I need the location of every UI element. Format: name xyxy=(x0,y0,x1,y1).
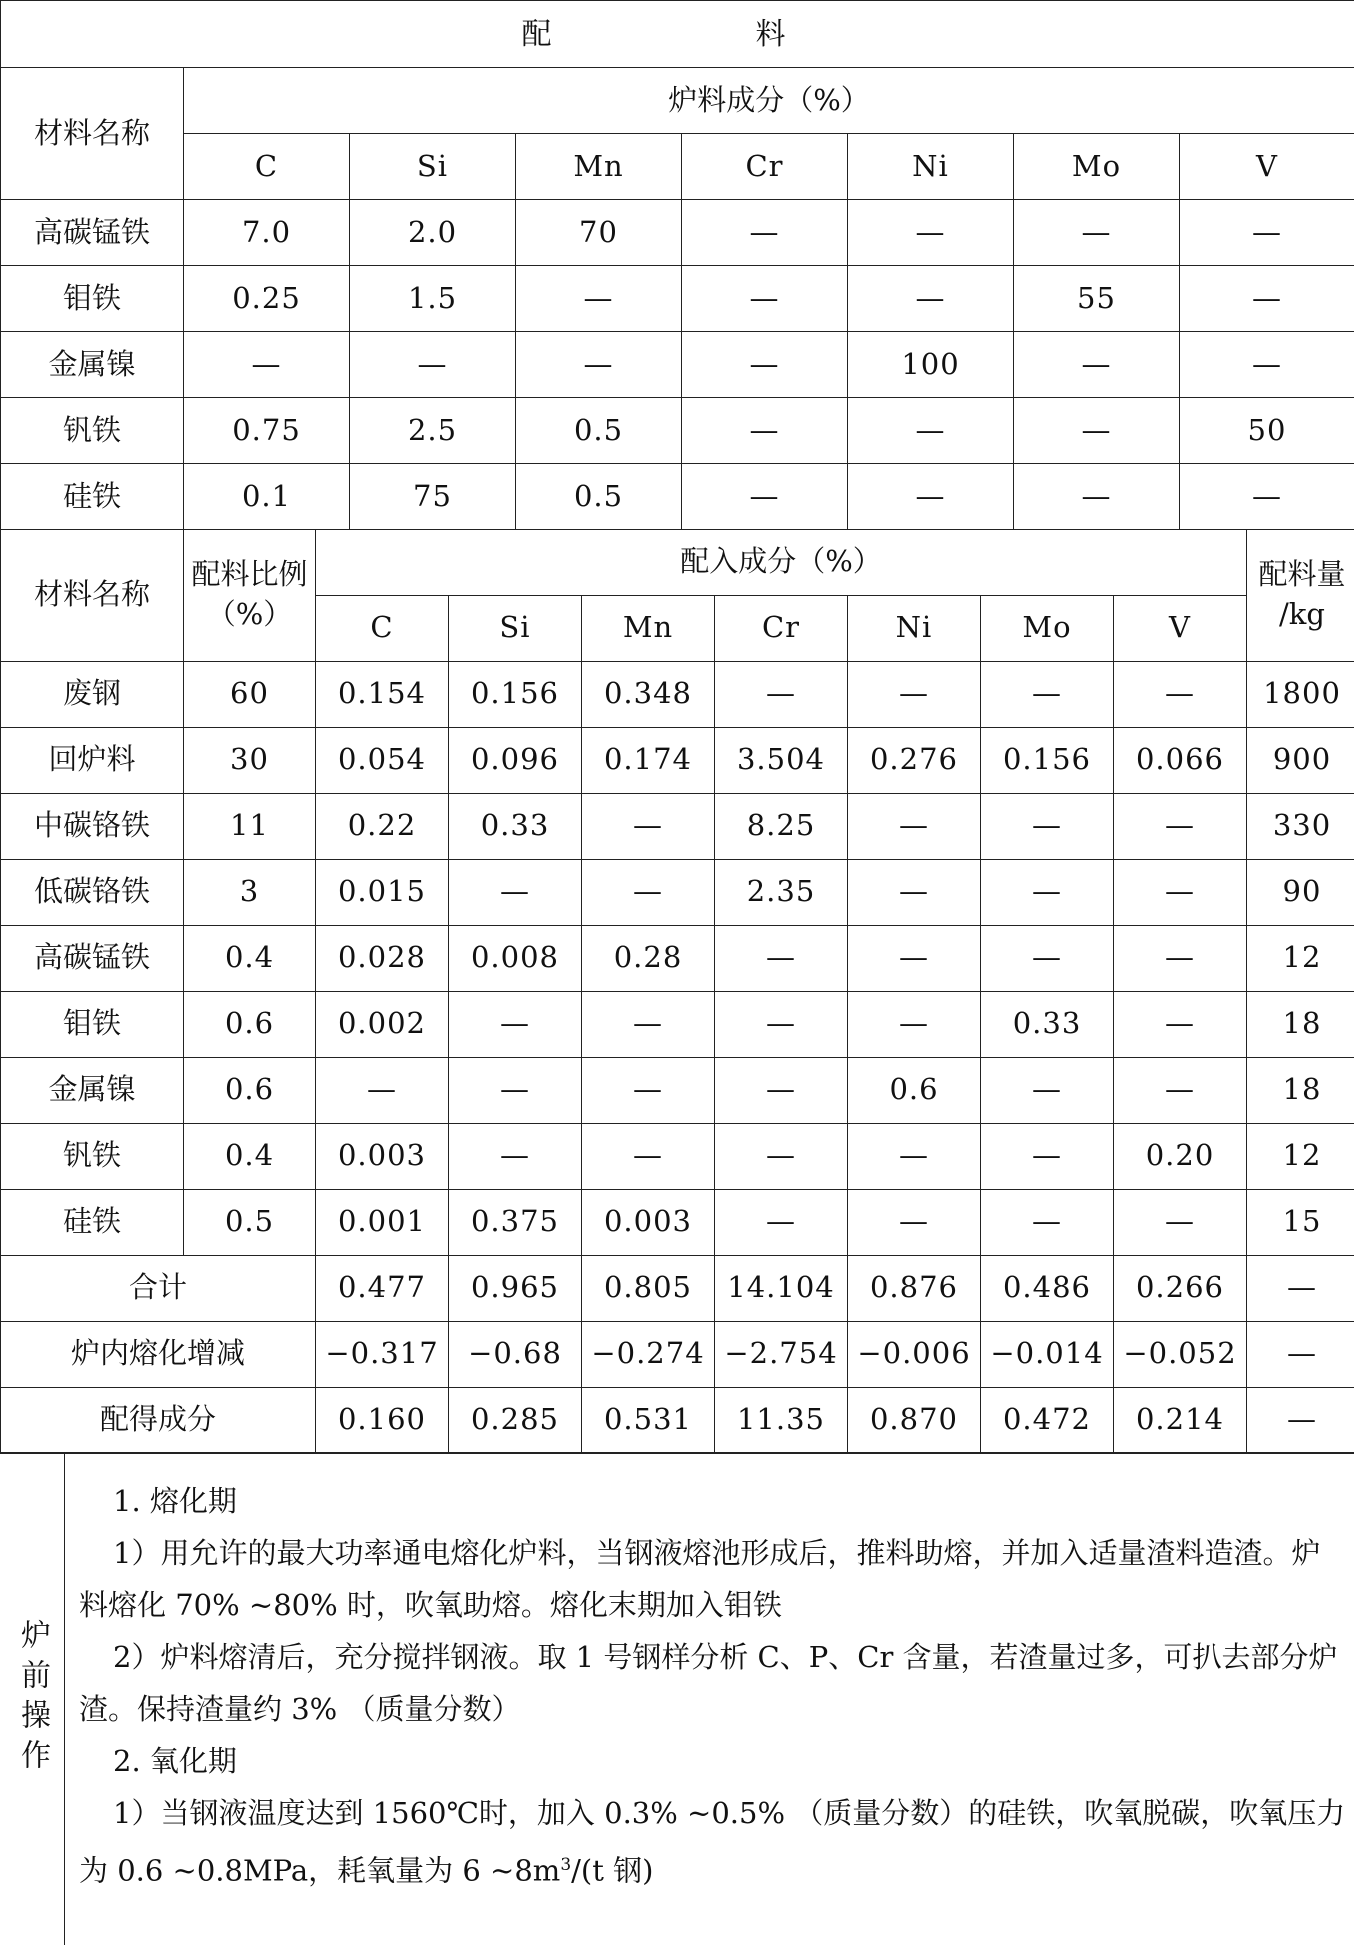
summary-value-cell: 0.266 xyxy=(1114,1255,1247,1321)
composition-cell: — xyxy=(1180,464,1354,530)
composition-cell: — xyxy=(682,266,848,332)
material-name-header: 材料名称 xyxy=(1,529,184,661)
added-composition-cell: 2.35 xyxy=(715,859,848,925)
operations-text xyxy=(65,1453,1354,1945)
added-composition-cell: — xyxy=(981,1189,1114,1255)
composition-cell: 0.5 xyxy=(516,464,682,530)
added-composition-cell: 0.156 xyxy=(449,661,582,727)
composition-cell: — xyxy=(1014,200,1180,266)
summary-value-cell: 0.160 xyxy=(316,1387,449,1453)
summary-value-cell: −2.754 xyxy=(715,1321,848,1387)
column-header-cr: Cr xyxy=(682,134,848,200)
table-row xyxy=(1,793,1354,859)
summary-value-cell: −0.052 xyxy=(1114,1321,1247,1387)
summary-amount-cell: — xyxy=(1247,1255,1354,1321)
added-composition-cell: — xyxy=(848,925,981,991)
table-row xyxy=(1,1189,1354,1255)
ratio-cell: 0.6 xyxy=(184,1057,316,1123)
added-composition-cell: — xyxy=(1114,1057,1247,1123)
added-composition-cell: — xyxy=(848,1123,981,1189)
summary-value-cell: 0.285 xyxy=(449,1387,582,1453)
column-header-mo: Mo xyxy=(981,595,1114,661)
operation-line: 2. 氧化期 xyxy=(113,1744,237,1778)
composition-cell: — xyxy=(682,332,848,398)
column-header-mn: Mn xyxy=(582,595,715,661)
added-composition-cell: 0.002 xyxy=(316,991,449,1057)
material-name-cell: 低碳铬铁 xyxy=(1,859,184,925)
composition-cell: 0.1 xyxy=(184,464,350,530)
composition-cell: — xyxy=(682,200,848,266)
table-row xyxy=(1,332,1354,398)
composition-cell: 1.5 xyxy=(350,266,516,332)
summary-value-cell: 0.805 xyxy=(582,1255,715,1321)
composition-cell: — xyxy=(848,200,1014,266)
composition-cell: — xyxy=(1014,332,1180,398)
added-composition-cell: — xyxy=(848,859,981,925)
column-header-ni: Ni xyxy=(848,134,1014,200)
composition-cell: — xyxy=(1180,266,1354,332)
composition-cell: 55 xyxy=(1014,266,1180,332)
added-composition-cell: — xyxy=(848,1189,981,1255)
added-composition-cell: — xyxy=(981,793,1114,859)
summary-value-cell: 0.870 xyxy=(848,1387,981,1453)
ratio-cell: 0.6 xyxy=(184,991,316,1057)
summary-value-cell: 11.35 xyxy=(715,1387,848,1453)
composition-cell: 50 xyxy=(1180,398,1354,464)
batching-table xyxy=(0,529,1354,1454)
added-composition-cell: 0.22 xyxy=(316,793,449,859)
composition-cell: — xyxy=(1180,200,1354,266)
added-composition-cell: 0.066 xyxy=(1114,727,1247,793)
summary-value-cell: 0.876 xyxy=(848,1255,981,1321)
composition-cell: — xyxy=(682,464,848,530)
added-composition-cell: — xyxy=(715,925,848,991)
added-composition-cell: — xyxy=(981,661,1114,727)
amount-cell: 900 xyxy=(1247,727,1354,793)
table-row xyxy=(1,727,1354,793)
amount-cell: 18 xyxy=(1247,991,1354,1057)
summary-amount-cell: — xyxy=(1247,1321,1354,1387)
operation-line: 2）炉料熔清后，充分搅拌钢液。取 1 号钢样分析 C、P、Cr 含量，若渣量过多，可扒去部分炉渣。保持渣量约 3% （质量分数） xyxy=(79,1640,1338,1726)
added-composition-cell: — xyxy=(1114,793,1247,859)
table-row xyxy=(1,859,1354,925)
table-row xyxy=(1,661,1354,727)
composition-cell: — xyxy=(516,266,682,332)
composition-cell: — xyxy=(848,398,1014,464)
added-composition-cell: 0.6 xyxy=(848,1057,981,1123)
ratio-cell: 0.4 xyxy=(184,1123,316,1189)
operation-line-text: 1）当钢液温度达到 1560℃时，加入 0.3% ~0.5% （质量分数）的硅铁，吹氧脱碳，吹氧压力为 0.6 ~0.8MPa，耗氧量为 6 ~8m xyxy=(79,1796,1346,1888)
amount-cell: 18 xyxy=(1247,1057,1354,1123)
summary-label-cell: 配得成分 xyxy=(1,1387,316,1453)
summary-value-cell: 0.214 xyxy=(1114,1387,1247,1453)
charge-composition-header: 炉料成分（%） xyxy=(184,68,1354,134)
column-header-v: V xyxy=(1114,595,1247,661)
material-name-cell: 钒铁 xyxy=(1,1123,184,1189)
added-composition-cell: — xyxy=(582,991,715,1057)
operation-line: 1. 熔化期 xyxy=(113,1484,237,1518)
added-composition-cell: — xyxy=(449,991,582,1057)
material-name-cell: 硅铁 xyxy=(1,1189,184,1255)
material-name-header: 材料名称 xyxy=(1,68,184,200)
ratio-cell: 30 xyxy=(184,727,316,793)
ratio-header-line2: （%） xyxy=(206,597,293,631)
ratio-cell: 0.4 xyxy=(184,925,316,991)
furnace-operations-section xyxy=(0,1452,1354,1945)
added-composition-cell: — xyxy=(1114,925,1247,991)
composition-cell: 100 xyxy=(848,332,1014,398)
summary-value-cell: 0.477 xyxy=(316,1255,449,1321)
operation-line-text-end: /(t 钢) xyxy=(571,1853,654,1888)
added-composition-cell: — xyxy=(981,1057,1114,1123)
composition-cell: — xyxy=(848,266,1014,332)
material-name-cell: 回炉料 xyxy=(1,727,184,793)
column-header-c: C xyxy=(316,595,449,661)
summary-row xyxy=(1,1387,1354,1453)
ratio-cell: 3 xyxy=(184,859,316,925)
composition-cell: — xyxy=(848,464,1014,530)
added-composition-cell: — xyxy=(715,1123,848,1189)
composition-cell: 70 xyxy=(516,200,682,266)
summary-row xyxy=(1,1321,1354,1387)
material-name-cell: 中碳铬铁 xyxy=(1,793,184,859)
added-composition-cell: — xyxy=(449,859,582,925)
column-header-mo: Mo xyxy=(1014,134,1180,200)
amount-header xyxy=(1247,529,1354,661)
column-header-cr: Cr xyxy=(715,595,848,661)
added-composition-cell: 0.348 xyxy=(582,661,715,727)
summary-value-cell: 0.965 xyxy=(449,1255,582,1321)
added-composition-cell: — xyxy=(715,1057,848,1123)
table-title: 配 料 xyxy=(1,1,1354,68)
amount-cell: 15 xyxy=(1247,1189,1354,1255)
added-composition-cell: 0.001 xyxy=(316,1189,449,1255)
summary-label-cell: 合计 xyxy=(1,1255,316,1321)
added-composition-cell: — xyxy=(316,1057,449,1123)
material-name-cell: 钒铁 xyxy=(1,398,184,464)
amount-cell: 90 xyxy=(1247,859,1354,925)
added-composition-cell: 0.008 xyxy=(449,925,582,991)
table-row xyxy=(1,1057,1354,1123)
amount-cell: 12 xyxy=(1247,1123,1354,1189)
summary-row xyxy=(1,1255,1354,1321)
composition-cell: 0.5 xyxy=(516,398,682,464)
added-composition-cell: — xyxy=(981,925,1114,991)
added-composition-cell: 0.156 xyxy=(981,727,1114,793)
summary-label-cell: 炉内熔化增减 xyxy=(1,1321,316,1387)
added-composition-cell: — xyxy=(848,793,981,859)
added-composition-cell: 0.154 xyxy=(316,661,449,727)
added-composition-cell: — xyxy=(449,1057,582,1123)
added-composition-cell: 0.276 xyxy=(848,727,981,793)
operation-line-last xyxy=(79,1787,1346,1897)
added-composition-header: 配入成分（%） xyxy=(316,529,1247,595)
ratio-header xyxy=(184,529,316,661)
ratio-cell: 11 xyxy=(184,793,316,859)
composition-cell: 2.5 xyxy=(350,398,516,464)
table-row xyxy=(1,925,1354,991)
superscript: 3 xyxy=(560,1855,572,1875)
added-composition-cell: — xyxy=(1114,661,1247,727)
column-header-mn: Mn xyxy=(516,134,682,200)
summary-value-cell: −0.006 xyxy=(848,1321,981,1387)
ratio-header-line1: 配料比例 xyxy=(191,557,308,592)
material-name-cell: 高碳锰铁 xyxy=(1,925,184,991)
added-composition-cell: — xyxy=(582,859,715,925)
summary-value-cell: −0.317 xyxy=(316,1321,449,1387)
amount-cell: 12 xyxy=(1247,925,1354,991)
added-composition-cell: 8.25 xyxy=(715,793,848,859)
material-name-cell: 钼铁 xyxy=(1,266,184,332)
summary-amount-cell: — xyxy=(1247,1387,1354,1453)
added-composition-cell: — xyxy=(715,991,848,1057)
added-composition-cell: 3.504 xyxy=(715,727,848,793)
amount-cell: 330 xyxy=(1247,793,1354,859)
added-composition-cell: — xyxy=(1114,991,1247,1057)
added-composition-cell: — xyxy=(1114,1189,1247,1255)
composition-cell: 0.25 xyxy=(184,266,350,332)
composition-cell: — xyxy=(184,332,350,398)
material-name-cell: 高碳锰铁 xyxy=(1,200,184,266)
composition-cell: 2.0 xyxy=(350,200,516,266)
amount-cell: 1800 xyxy=(1247,661,1354,727)
added-composition-cell: 0.003 xyxy=(316,1123,449,1189)
composition-cell: 7.0 xyxy=(184,200,350,266)
ratio-cell: 0.5 xyxy=(184,1189,316,1255)
operations-side-label-text: 炉前操作 xyxy=(15,1619,50,1779)
composition-cell: 0.75 xyxy=(184,398,350,464)
added-composition-cell: — xyxy=(449,1123,582,1189)
composition-cell: — xyxy=(1014,464,1180,530)
material-name-cell: 钼铁 xyxy=(1,991,184,1057)
summary-value-cell: −0.014 xyxy=(981,1321,1114,1387)
added-composition-cell: — xyxy=(582,1057,715,1123)
added-composition-cell: 0.054 xyxy=(316,727,449,793)
summary-value-cell: 0.486 xyxy=(981,1255,1114,1321)
added-composition-cell: 0.33 xyxy=(449,793,582,859)
added-composition-cell: 0.028 xyxy=(316,925,449,991)
ratio-cell: 60 xyxy=(184,661,316,727)
added-composition-cell: — xyxy=(715,1189,848,1255)
added-composition-cell: 0.33 xyxy=(981,991,1114,1057)
raw-material-composition-table xyxy=(0,0,1354,530)
composition-cell: — xyxy=(1014,398,1180,464)
added-composition-cell: 0.003 xyxy=(582,1189,715,1255)
added-composition-cell: — xyxy=(981,859,1114,925)
added-composition-cell: — xyxy=(582,1123,715,1189)
operation-line: 1）用允许的最大功率通电熔化炉料，当钢液熔池形成后，推料助熔，并加入适量渣料造渣。炉料熔化 70% ~80% 时，吹氧助熔。熔化末期加入钼铁 xyxy=(79,1536,1321,1622)
table-row xyxy=(1,200,1354,266)
composition-cell: — xyxy=(350,332,516,398)
added-composition-cell: 0.174 xyxy=(582,727,715,793)
added-composition-cell: — xyxy=(981,1123,1114,1189)
summary-value-cell: 14.104 xyxy=(715,1255,848,1321)
column-header-si: Si xyxy=(350,134,516,200)
added-composition-cell: 0.28 xyxy=(582,925,715,991)
operations-side-label xyxy=(0,1453,65,1945)
composition-cell: 75 xyxy=(350,464,516,530)
material-name-cell: 废钢 xyxy=(1,661,184,727)
composition-cell: — xyxy=(516,332,682,398)
summary-value-cell: 0.531 xyxy=(582,1387,715,1453)
column-header-v: V xyxy=(1180,134,1354,200)
column-header-si: Si xyxy=(449,595,582,661)
amount-header-line2: /kg xyxy=(1279,597,1325,631)
column-header-c: C xyxy=(184,134,350,200)
table-row xyxy=(1,991,1354,1057)
added-composition-cell: — xyxy=(848,661,981,727)
added-composition-cell: 0.096 xyxy=(449,727,582,793)
amount-header-line1: 配料量 xyxy=(1258,557,1346,592)
summary-value-cell: 0.472 xyxy=(981,1387,1114,1453)
table-row xyxy=(1,266,1354,332)
column-header-ni: Ni xyxy=(848,595,981,661)
table-row xyxy=(1,398,1354,464)
summary-value-cell: −0.68 xyxy=(449,1321,582,1387)
material-name-cell: 金属镍 xyxy=(1,332,184,398)
added-composition-cell: — xyxy=(848,991,981,1057)
material-name-cell: 金属镍 xyxy=(1,1057,184,1123)
material-name-cell: 硅铁 xyxy=(1,464,184,530)
added-composition-cell: — xyxy=(715,661,848,727)
added-composition-cell: 0.375 xyxy=(449,1189,582,1255)
summary-value-cell: −0.274 xyxy=(582,1321,715,1387)
composition-cell: — xyxy=(1180,332,1354,398)
added-composition-cell: — xyxy=(1114,859,1247,925)
table-row xyxy=(1,464,1354,530)
added-composition-cell: 0.20 xyxy=(1114,1123,1247,1189)
added-composition-cell: — xyxy=(582,793,715,859)
table-row xyxy=(1,1123,1354,1189)
added-composition-cell: 0.015 xyxy=(316,859,449,925)
composition-cell: — xyxy=(682,398,848,464)
